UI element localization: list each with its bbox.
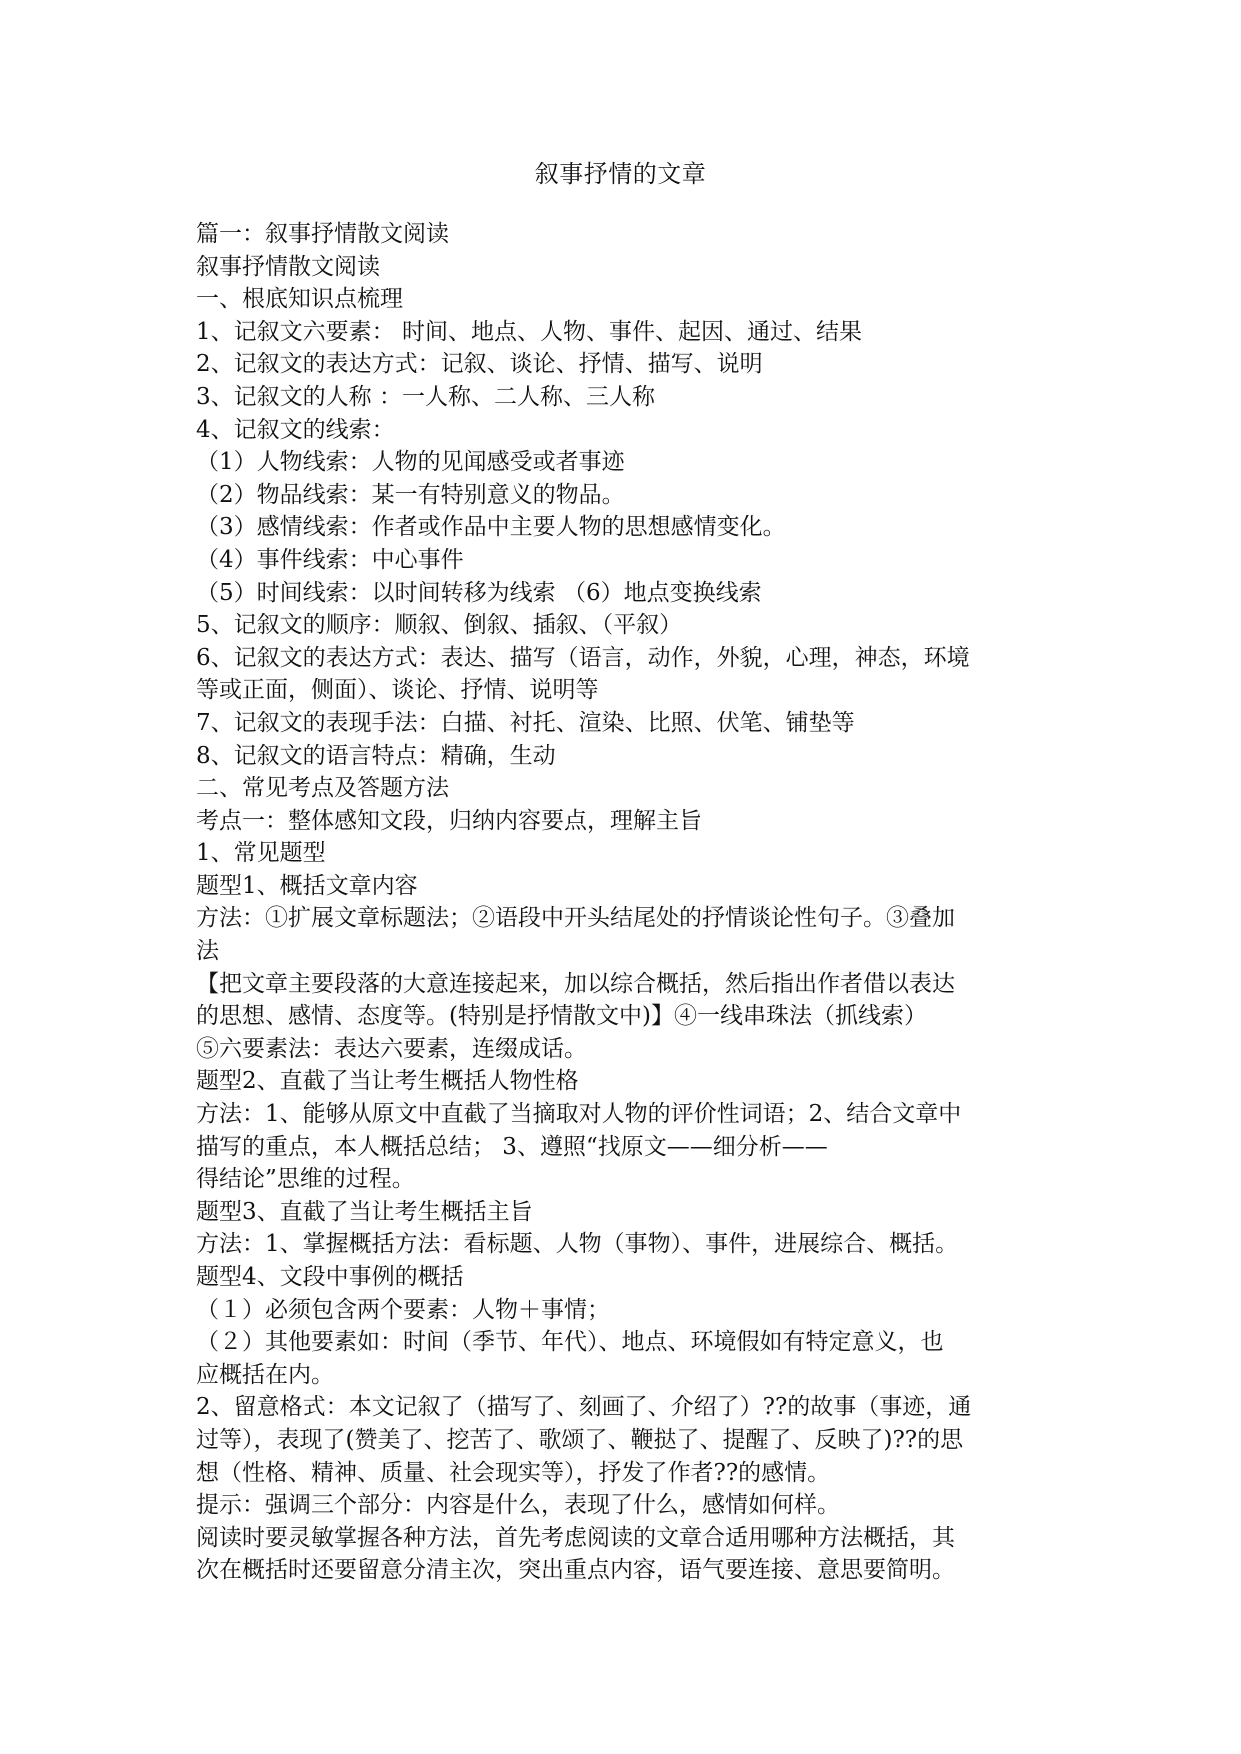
text-line: 8、记叙文的语言特点：精确，生动 bbox=[196, 742, 556, 769]
text-line: 7、记叙文的表现手法：白描、衬托、渲染、比照、伏笔、铺垫等 bbox=[196, 709, 855, 736]
text-line: 4、记叙文的线索： bbox=[196, 416, 395, 443]
text-line: 2、记叙文的表达方式：记叙、谈论、抒情、描写、说明 bbox=[196, 351, 763, 378]
text-line: 5、记叙文的顺序：顺叙、倒叙、插叙、（平叙） bbox=[196, 612, 683, 639]
text-line: 法 bbox=[196, 938, 219, 965]
text-line: 6、记叙文的表达方式：表达、描写（语言，动作，外貌，心理，神态，环境 bbox=[196, 644, 970, 671]
text-line: ⑤六要素法：表达六要素，连缀成话。 bbox=[196, 1035, 587, 1062]
text-line: （１）必须包含两个要素：人物＋事情； bbox=[196, 1296, 610, 1323]
text-line: 篇一：叙事抒情散文阅读 bbox=[196, 221, 449, 247]
text-line: 方法：①扩展文章标题法；②语段中开头结尾处的抒情谈论性句子。③叠加 bbox=[196, 905, 955, 932]
document-body bbox=[196, 218, 1036, 1587]
text-line: 提示：强调三个部分：内容是什么，表现了什么，感情如何样。 bbox=[196, 1492, 840, 1519]
text-line: 想（性格、精神、质量、社会现实等），抒发了作者??的感情。 bbox=[196, 1459, 831, 1486]
text-line: 3、记叙文的人称 ：一人称、二人称、三人称 bbox=[196, 383, 655, 410]
text-line: 叙事抒情散文阅读 bbox=[196, 253, 380, 280]
text-line: （2）物品线索：某一有特别意义的物品。 bbox=[196, 481, 625, 508]
text-line: 题型3、直截了当让考生概括主旨 bbox=[196, 1198, 533, 1225]
text-line: 1、常见题型 bbox=[196, 840, 326, 867]
text-line: 阅读时要灵敏掌握各种方法，首先考虑阅读的文章合适用哪种方法概括，其 bbox=[196, 1524, 955, 1551]
text-line: 过等），表现了(赞美了、挖苦了、歌颂了、鞭挞了、提醒了、反映了)??的思 bbox=[196, 1426, 964, 1453]
text-line: 描写的重点，本人概括总结； 3、遵照“找原文——细分析—— bbox=[196, 1133, 828, 1160]
text-line: （２）其他要素如：时间（季节、年代）、地点、环境假如有特定意义，也 bbox=[196, 1329, 944, 1356]
text-line: （5）时间线索：以时间转移为线索 （6）地点变换线索 bbox=[196, 579, 762, 606]
text-line: 方法：1、掌握概括方法：看标题、人物（事物）、事件，进展综合、概括。 bbox=[196, 1231, 959, 1258]
text-line: 【把文章主要段落的大意连接起来，加以综合概括，然后指出作者借以表达 bbox=[196, 970, 955, 997]
text-line: 的思想、感情、态度等。(特别是抒情散文中)】④一线串珠法（抓线索） bbox=[196, 1003, 927, 1030]
text-line: 考点一：整体感知文段，归纳内容要点，理解主旨 bbox=[196, 807, 702, 834]
text-line: 题型4、文段中事例的概括 bbox=[196, 1264, 464, 1290]
text-line: 等或正面，侧面）、谈论、抒情、说明等 bbox=[196, 677, 599, 704]
text-line: 方法：1、能够从原文中直截了当摘取对人物的评价性词语；2、结合文章中 bbox=[196, 1101, 962, 1128]
text-line: （1）人物线索：人物的见闻感受或者事迹 bbox=[196, 449, 625, 476]
text-line: 应概括在内。 bbox=[196, 1361, 334, 1388]
text-line: 次在概括时还要留意分清主次，突出重点内容，语气要连接、意思要简明。 bbox=[196, 1557, 955, 1584]
text-line: 二、常见考点及答题方法 bbox=[196, 775, 449, 802]
text-line: 1、记叙文六要素： 时间、地点、人物、事件、起因、通过、结果 bbox=[196, 318, 862, 345]
text-line: 一、根底知识点梳理 bbox=[196, 286, 403, 313]
text-line: 得结论”思维的过程。 bbox=[196, 1166, 415, 1193]
text-line: （3）感情线索：作者或作品中主要人物的思想感情变化。 bbox=[196, 514, 786, 541]
text-line: 题型1、概括文章内容 bbox=[196, 872, 418, 899]
document-title: 叙事抒情的文章 bbox=[534, 160, 707, 188]
text-line: （4）事件线索：中心事件 bbox=[196, 546, 464, 573]
text-line: 2、留意格式：本文记叙了（描写了、刻画了、介绍了）??的故事（事迹，通 bbox=[196, 1394, 972, 1421]
text-line: 题型2、直截了当让考生概括人物性格 bbox=[196, 1068, 579, 1095]
